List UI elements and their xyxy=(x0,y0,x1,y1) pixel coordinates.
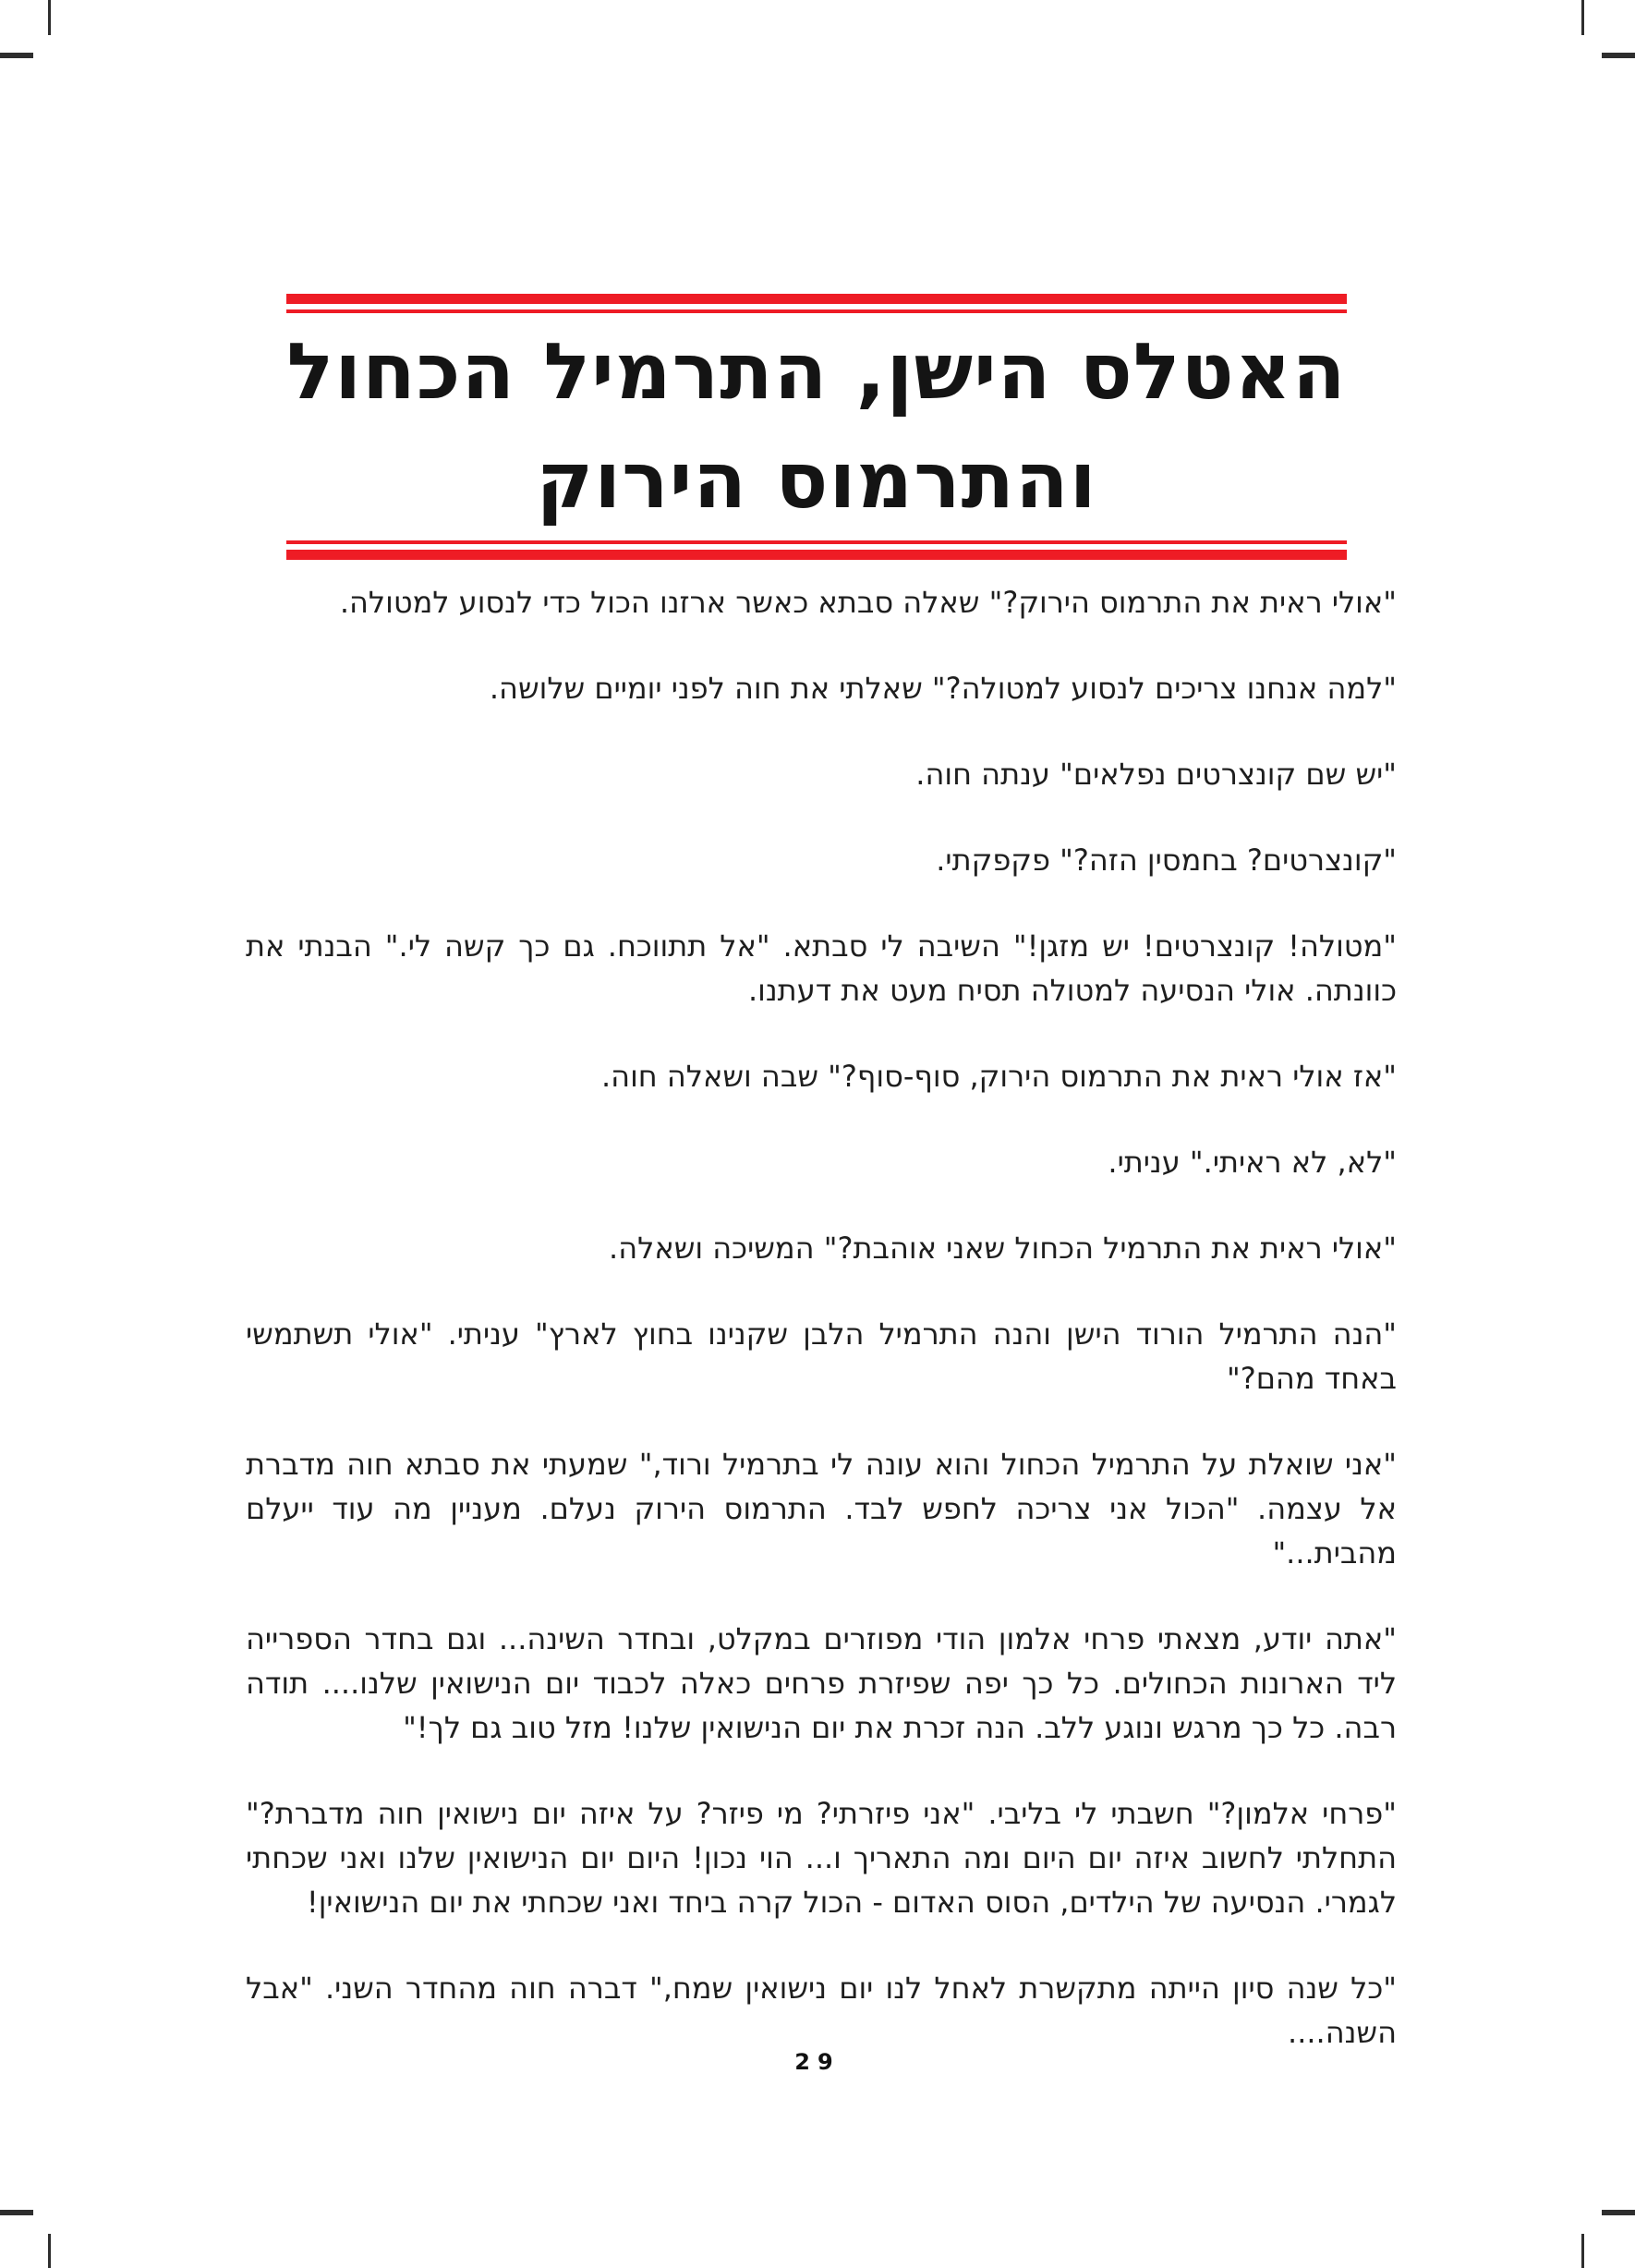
paragraph: "פרחי אלמון?" חשבתי לי בליבי. "אני פיזרתי? מי פיזר? על איזה יום נישואין חוה מדברת?" התחלתי לחשוב איזה יום היום ומה התאריך ו... הוי נכון! היום יום הנישואין שלנו ואני שכחתי לגמרי. הנסיעה של הילדים, הסוס האדום - הכול קרה ביחד ואני שכחתי את יום הנישואין! xyxy=(246,1796,1397,1920)
crop-mark-top-left-horizontal xyxy=(0,53,33,58)
crop-mark-bottom-left-vertical xyxy=(48,2234,51,2268)
chapter-title xyxy=(286,313,1347,540)
title-rule-bottom-thick xyxy=(286,550,1347,560)
crop-mark-top-left-vertical xyxy=(48,0,51,35)
crop-mark-bottom-left-horizontal xyxy=(0,2210,33,2215)
crop-mark-bottom-right-horizontal xyxy=(1602,2210,1635,2215)
paragraph: "כל שנה סיון הייתה מתקשרת לאחל לנו יום נישואין שמח," דברה חוה מהחדר השני. "אבל השנה.... xyxy=(246,1971,1397,2050)
paragraph: "קונצרטים? בחמסין הזה?" פקפקתי. xyxy=(936,843,1397,878)
chapter-title-line1: האטלס הישן, התרמיל הכחול xyxy=(286,326,1347,417)
paragraph: "אתה יודע, מצאתי פרחי אלמון הודי מפוזרים במקלט, ובחדר השינה... וגם בחדר הספרייה ליד הארונות הכחולים. כל כך יפה שפיזרת פרחים כאלה לכבוד יום הנישואין שלנו.... תודה רבה. כל כך מרגש ונוגע ללב. הנה זכרת את יום הנישואין שלנו! מזל טוב גם לך!" xyxy=(246,1621,1397,1745)
crop-mark-top-right-horizontal xyxy=(1602,53,1635,58)
chapter-title-block xyxy=(286,294,1347,560)
paragraph: "אז אולי ראית את התרמוס הירוק, סוף-סוף?" שבה ושאלה חוה. xyxy=(601,1059,1397,1094)
paragraph: "אולי ראית את התרמיל הכחול שאני אוהבת?" המשיכה ושאלה. xyxy=(609,1231,1397,1266)
paragraph: "מטולה! קונצרטים! יש מזגן!" השיבה לי סבתא. "אל תתווכח. גם כך קשה לי." הבנתי את כוונתה. אולי הנסיעה למטולה תסיח מעט את דעתנו. xyxy=(246,928,1397,1008)
paragraph: "יש שם קונצרטים נפלאים" ענתה חוה. xyxy=(915,757,1397,792)
crop-mark-bottom-right-vertical xyxy=(1581,2234,1584,2268)
story-text xyxy=(246,580,1397,2096)
page-number: 29 xyxy=(794,2049,841,2075)
title-rule-top-thick xyxy=(286,294,1347,304)
crop-mark-top-right-vertical xyxy=(1581,0,1584,35)
paragraph: "אולי ראית את התרמוס הירוק?" שאלה סבתא כאשר ארזנו הכול כדי לנסוע למטולה. xyxy=(339,585,1397,620)
chapter-title-line2: והתרמוס הירוק xyxy=(536,435,1097,526)
paragraph: "הנה התרמיל הורוד הישן והנה התרמיל הלבן שקנינו בחוץ לארץ" עניתי. "אולי תשתמשי באחד מהם?" xyxy=(246,1316,1397,1396)
title-rule-bottom-thin xyxy=(286,540,1347,544)
paragraph: "אני שואלת על התרמיל הכחול והוא עונה לי בתרמיל ורוד," שמעתי את סבתא חוה מדברת אל עצמה. "הכול אני צריכה לחפש לבד. התרמוס הירוק נעלם. מעניין מה עוד ייעלם מהבית..." xyxy=(246,1447,1397,1571)
paragraph: "לא, לא ראיתי." עניתי. xyxy=(1108,1145,1397,1180)
paragraph: "למה אנחנו צריכים לנסוע למטולה?" שאלתי את חוה לפני יומיים שלושה. xyxy=(489,671,1397,706)
